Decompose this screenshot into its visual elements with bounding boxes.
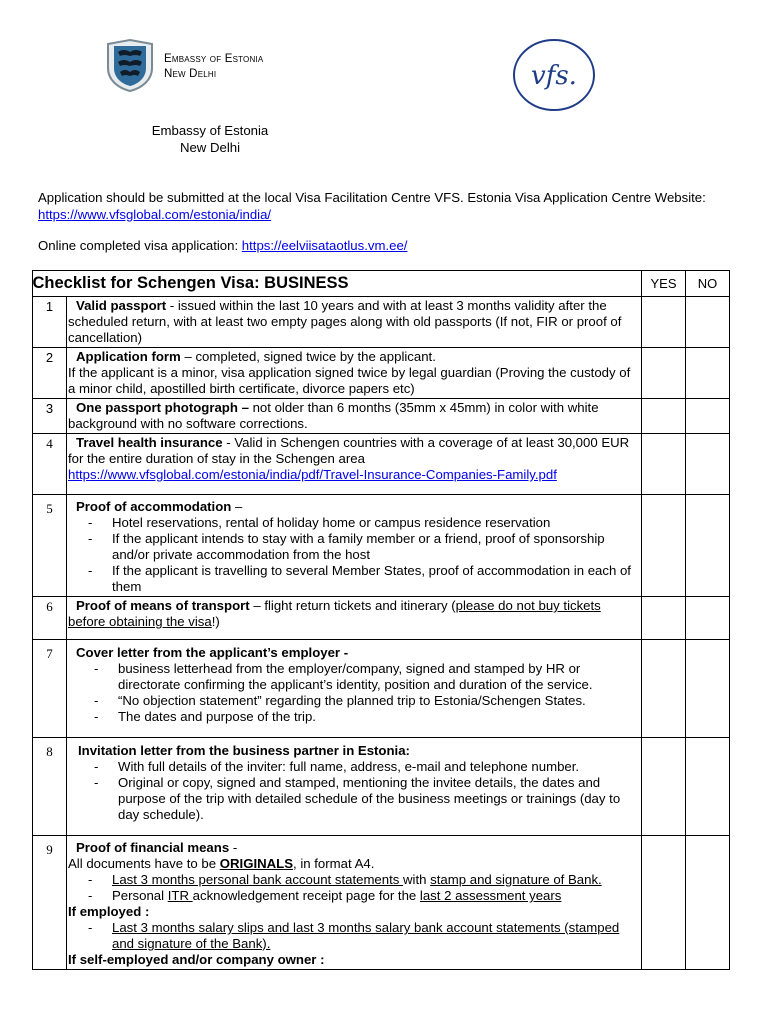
item-title: Application form (76, 349, 181, 364)
row-content (67, 348, 642, 399)
row-content (67, 495, 642, 597)
financial-means-list (88, 872, 641, 904)
row-content (67, 297, 642, 348)
checklist-row-1 (33, 297, 730, 348)
yes-checkbox-cell[interactable] (642, 434, 686, 495)
list-item: - Hotel reservations, rental of holiday home or campus residence reservation (88, 515, 641, 531)
item-text: – flight return tickets and itinerary ( (249, 598, 456, 613)
row-number: 5 (33, 495, 67, 597)
embassy-address-block (0, 122, 420, 156)
originals-format: , in format A4. (293, 856, 375, 871)
row-content (67, 434, 642, 495)
checklist-row-7 (33, 640, 730, 738)
yes-checkbox-cell[interactable] (642, 738, 686, 836)
accommodation-list (88, 515, 641, 595)
item-title: Valid passport (76, 298, 167, 313)
row-number: 8 (33, 738, 67, 836)
no-checkbox-cell[interactable] (686, 399, 730, 434)
item-text: - issued within the last 10 years and with at least 3 months validity after the scheduled return, with at least two empty pages along with old passports (If not, FIR or proof of cancellation) (68, 298, 622, 345)
no-checkbox-cell[interactable] (686, 297, 730, 348)
yes-checkbox-cell[interactable] (642, 640, 686, 738)
row-number: 6 (33, 597, 67, 640)
self-employed-label: If self-employed and/or company owner : (68, 952, 325, 967)
no-column-header: NO (697, 276, 718, 291)
no-checkbox-cell[interactable] (686, 348, 730, 399)
online-text: Online completed visa application: (38, 238, 242, 253)
item-title: Proof of accommodation (76, 499, 232, 514)
row-number: 1 (33, 297, 67, 348)
checklist-row-2 (33, 348, 730, 399)
checklist-row-5 (33, 495, 730, 597)
row-number: 2 (33, 348, 67, 399)
row-content (67, 399, 642, 434)
originals-emphasis: ORIGINALS (219, 856, 294, 871)
item-title: Invitation letter from the business partner in Estonia: (78, 743, 410, 758)
embassy-city: New Delhi (179, 140, 241, 155)
yes-checkbox-cell[interactable] (642, 597, 686, 640)
list-item: - Personal ITR acknowledgement receipt page for the last 2 assessment years (88, 888, 641, 904)
no-checkbox-cell[interactable] (686, 495, 730, 597)
row-content (67, 836, 642, 970)
embassy-logo-text (164, 52, 263, 82)
row-content (67, 597, 642, 640)
yes-checkbox-cell[interactable] (642, 399, 686, 434)
item-title: Proof of means of transport (76, 598, 250, 613)
no-checkbox-cell[interactable] (686, 640, 730, 738)
item-text: - (229, 840, 238, 855)
checklist-row-6 (33, 597, 730, 640)
vfs-logo-text: vfs. (531, 61, 577, 91)
row-content (67, 640, 642, 738)
item-text: – completed, signed twice by the applicant. (180, 349, 436, 364)
yes-column-header: YES (650, 276, 677, 291)
checklist-header-row (33, 271, 730, 297)
checklist-title: Checklist for Schengen Visa: BUSINESS (32, 274, 349, 292)
vfs-global-logo (512, 38, 596, 112)
employer-letter-list (94, 661, 641, 725)
item-text-end: !) (211, 614, 220, 629)
intro-paragraph (38, 189, 738, 223)
item-text: not older than 6 months (35mm x 45mm) in color with white background with no software corrections. (68, 400, 599, 431)
yes-checkbox-cell[interactable] (642, 836, 686, 970)
list-item: - If the applicant intends to stay with a family member or a friend, proof of sponsorship and/or private accommodation from the host (88, 531, 641, 563)
checklist-row-4 (33, 434, 730, 495)
row-number: 3 (33, 399, 67, 434)
no-checkbox-cell[interactable] (686, 434, 730, 495)
no-checkbox-cell[interactable] (686, 597, 730, 640)
item-text: - Valid in Schengen countries with a coverage of at least 30,000 EUR for the entire duration of stay in the Schengen area (68, 435, 630, 466)
no-checkbox-cell[interactable] (686, 738, 730, 836)
item-title: Cover letter from the applicant’s employer - (76, 645, 349, 660)
yes-checkbox-cell[interactable] (642, 297, 686, 348)
list-item: - If the applicant is travelling to several Member States, proof of accommodation in each of them (88, 563, 641, 595)
list-item: - Last 3 months personal bank account statements with stamp and signature of Bank. (88, 872, 641, 888)
list-item: - With full details of the inviter: full name, address, e-mail and telephone number. (94, 759, 641, 775)
yes-checkbox-cell[interactable] (642, 495, 686, 597)
no-checkbox-cell[interactable] (686, 836, 730, 970)
item-underlined-text: please do not buy tickets before obtaining the visa (68, 598, 601, 629)
row-number: 4 (33, 434, 67, 495)
checklist-table (32, 270, 730, 970)
list-item: - “No objection statement” regarding the planned trip to Estonia/Schengen States. (94, 693, 641, 709)
insurance-companies-link[interactable]: https://www.vfsglobal.com/estonia/india/pdf/Travel-Insurance-Companies-Family.pdf (68, 467, 557, 482)
row-number: 9 (33, 836, 67, 970)
embassy-name: Embassy of Estonia (151, 123, 269, 138)
intro-text: Application should be submitted at the local Visa Facilitation Centre VFS. Estonia Visa Application Centre Website: (38, 190, 706, 205)
embassy-coat-of-arms-logo (104, 38, 156, 92)
item-text: – (231, 499, 243, 514)
checklist-row-8 (33, 738, 730, 836)
list-item: - Last 3 months salary slips and last 3 months salary bank account statements (stamped and signature of the Bank). (88, 920, 641, 952)
invitation-letter-list (94, 759, 641, 823)
online-application-link[interactable]: https://eelviisataotlus.vm.ee/ (241, 238, 408, 253)
item-title: One passport photograph – (76, 400, 249, 415)
yes-checkbox-cell[interactable] (642, 348, 686, 399)
item-text-2: If the applicant is a minor, visa application signed twice by legal guardian (Proving the custody of a minor child, apostilled birth certificate, divorce papers etc) (68, 365, 631, 396)
vfs-website-link[interactable]: https://www.vfsglobal.com/estonia/india/ (38, 207, 272, 222)
employed-list (88, 920, 641, 952)
checklist-row-3 (33, 399, 730, 434)
item-title: Proof of financial means (76, 840, 230, 855)
list-item: - business letterhead from the employer/company, signed and stamped by HR or directorate confirming the applicant’s identity, position and duration of the service. (94, 661, 641, 693)
employed-label: If employed : (68, 904, 150, 919)
embassy-logo-line1: Embassy of Estonia (164, 53, 264, 65)
embassy-logo-line2: New Delhi (164, 68, 217, 80)
row-content (67, 738, 642, 836)
checklist-row-9 (33, 836, 730, 970)
row-number: 7 (33, 640, 67, 738)
list-item: - Original or copy, signed and stamped, mentioning the invitee details, the dates and purpose of the trip with detailed schedule of the business meetings or trainings (day to day schedule). (94, 775, 641, 823)
online-application-line (38, 237, 738, 254)
list-item: - The dates and purpose of the trip. (94, 709, 641, 725)
originals-text: All documents have to be (68, 856, 220, 871)
item-title: Travel health insurance (76, 435, 223, 450)
